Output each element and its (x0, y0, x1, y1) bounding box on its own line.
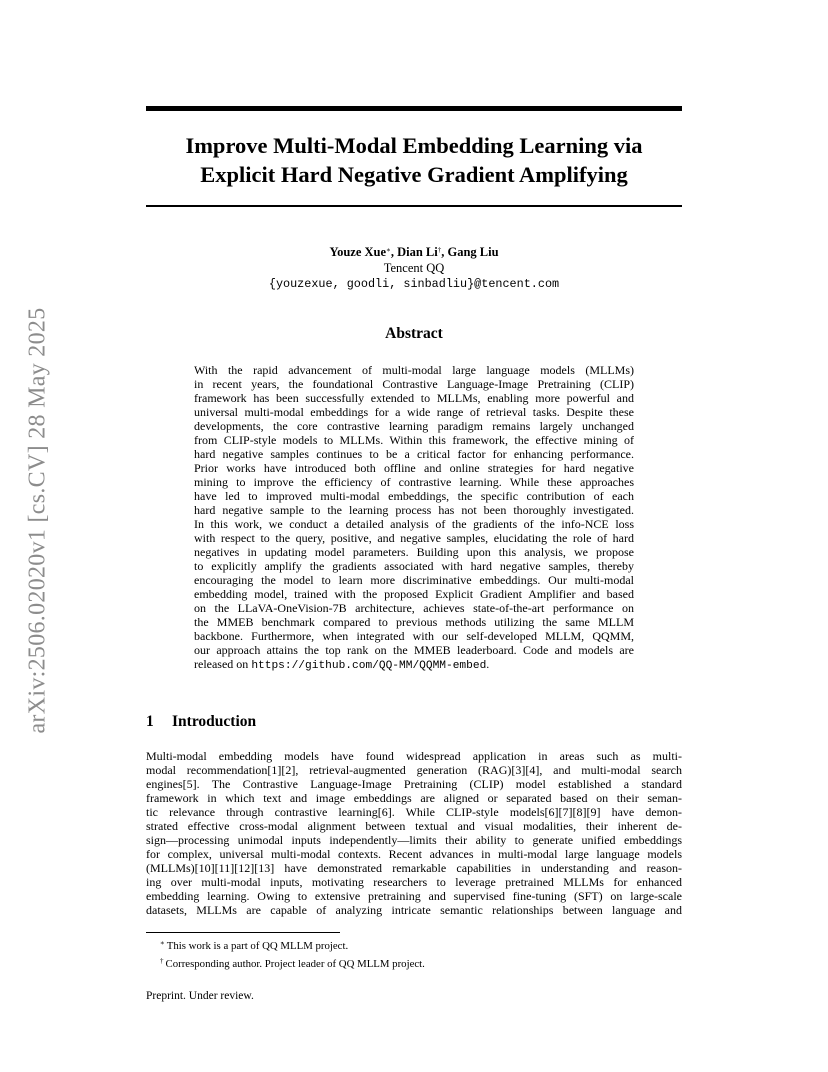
abstract-line: with respect to the query, positive, and negative samples, elucidating the role of hard (194, 531, 634, 545)
author-2: Dian Li (397, 245, 438, 259)
arxiv-id-text: arXiv:2506.02020v1 [cs.CV] 28 May 2025 (24, 306, 51, 734)
title-line-1: Improve Multi-Modal Embedding Learning via (185, 133, 643, 158)
title-line-2: Explicit Hard Negative Gradient Amplifying (200, 162, 628, 187)
abstract-last-text: released on (194, 657, 252, 671)
abstract-line: hard negative sample to the learning process has not been thoroughly investigated. (194, 503, 634, 517)
paragraph-line: (MLLMs)[10][11][12][13] have demonstrated remarkable capabilities in understanding and reason- (146, 861, 682, 875)
paragraph-line: embedding learning. Owing to extensive pretraining and supervised fine-tuning (SFT) on large-scale (146, 889, 682, 903)
paragraph-line: Multi-modal embedding models have found widespread application in areas such as multi- (146, 749, 682, 763)
paragraph-line: datasets, MLLMs are capable of analyzing intricate semantic relationships between language and (146, 903, 682, 917)
author-emails: {youzexue, goodli, sinbadliu}@tencent.com (268, 277, 560, 291)
paragraph-line: framework in which text and image embeddings are aligned or separated based on their seman- (146, 791, 682, 805)
footnote-rule (146, 932, 340, 933)
abstract-line: in recent years, the foundational Contrastive Language-Image Pretraining (CLIP) (194, 377, 634, 391)
abstract-last-period: . (486, 657, 490, 671)
paragraph-line: strated effective cross-modal alignment between textual and visual modalities, their inherent de- (146, 819, 682, 833)
abstract-line: mining to improve the efficiency of contrastive learning. While these approaches (194, 475, 634, 489)
author-2-mark: † (437, 246, 442, 254)
code-link[interactable]: https://github.com/QQ-MM/QQMM-embed (251, 660, 487, 672)
abstract-line: from CLIP-style models to MLLMs. Within this framework, the effective mining of (194, 433, 634, 447)
abstract-line: universal multi-modal embeddings for a wide range of retrieval tasks. Despite these (194, 405, 634, 419)
abstract-line: negatives in updating model parameters. Building upon this analysis, we propose (194, 545, 634, 559)
abstract-line: encouraging the model to learn more discriminative embeddings. Our multi-modal (194, 573, 634, 587)
affiliation: Tencent QQ (383, 261, 445, 275)
section-number: 1 (146, 713, 154, 730)
arxiv-identifier (20, 280, 56, 760)
abstract-line: With the rapid advancement of multi-modal large language models (MLLMs) (194, 363, 634, 377)
author-1-mark: ∗ (386, 246, 391, 254)
abstract-line: In this work, we conduct a detailed analysis of the gradients of the info-NCE loss (194, 517, 634, 531)
abstract-line: developments, the core contrastive learning paradigm remains largely unchanged (194, 419, 634, 433)
abstract-line: have led to improved multi-modal embeddings, the specific contribution of each (194, 489, 634, 503)
abstract-line: the MMEB benchmark compared to previous methods utilizing the same MLLM (194, 615, 634, 629)
introduction-body (146, 749, 682, 917)
paragraph-line: ing over multi-modal inputs, motivating researchers to leverage pretrained MLLMs for enhanced (146, 875, 682, 889)
abstract-line: Prior works have introduced both offline and online strategies for hard negative (194, 461, 634, 475)
title-top-rule (146, 106, 682, 111)
author-names: Youze Xue∗, Dian Li†, Gang Liu (329, 245, 499, 259)
paragraph-line: engines[5]. The Contrastive Language-Image Pretraining (CLIP) model established a standard (146, 777, 682, 791)
abstract-line: embedding model, trained with the proposed Explicit Gradient Amplifier and based (194, 587, 634, 601)
abstract-line: hard negative samples continues to be a critical factor for enhancing performance. (194, 447, 634, 461)
author-block (146, 242, 682, 292)
section-heading (146, 713, 256, 731)
paragraph-line: tic relevance through contrastive learning[6]. While CLIP-style models[6][7][8][9] have demon- (146, 805, 682, 819)
section-title: Introduction (172, 713, 257, 730)
paragraph-line: sign—processing unimodal inputs independently—limits their ability to generate unified embeddings (146, 833, 682, 847)
abstract-line: to explicitly amplify the gradients associated with hard negative samples, thereby (194, 559, 634, 573)
footnote-2-mark: † (160, 957, 164, 965)
abstract-body (194, 363, 634, 671)
footnotes (160, 936, 425, 972)
abstract-line: on the LLaVA-OneVision-7B architecture, achieves state-of-the-art performance on (194, 601, 634, 615)
abstract-line: backbone. Furthermore, when integrated with our self-developed MLLM, QQMM, (194, 629, 634, 643)
author-1: Youze Xue (329, 245, 387, 259)
footnote-1-text: This work is a part of QQ MLLM project. (166, 940, 349, 952)
abstract-heading: Abstract (385, 325, 443, 342)
abstract-line: our approach attains the top rank on the MMEB leaderboard. Code and models are (194, 643, 634, 657)
author-3: Gang Liu (447, 245, 499, 259)
paragraph-line: for complex, universal multi-modal contexts. Recent advances in multi-modal large language models (146, 847, 682, 861)
paragraph-line: modal recommendation[1][2], retrieval-augmented generation (RAG)[3][4], and multi-modal search (146, 763, 682, 777)
footnote-2-text: Corresponding author. Project leader of QQ MLLM project. (165, 958, 425, 970)
footnote-2 (160, 954, 425, 972)
preprint-notice: Preprint. Under review. (146, 990, 254, 1002)
abstract-line (194, 657, 634, 671)
title-bottom-rule (146, 205, 682, 207)
footnote-1-mark: ∗ (160, 939, 165, 947)
paper-title (146, 131, 682, 189)
footnote-1 (160, 936, 425, 954)
abstract-line: framework has been successfully extended to MLLMs, enabling more powerful and (194, 391, 634, 405)
